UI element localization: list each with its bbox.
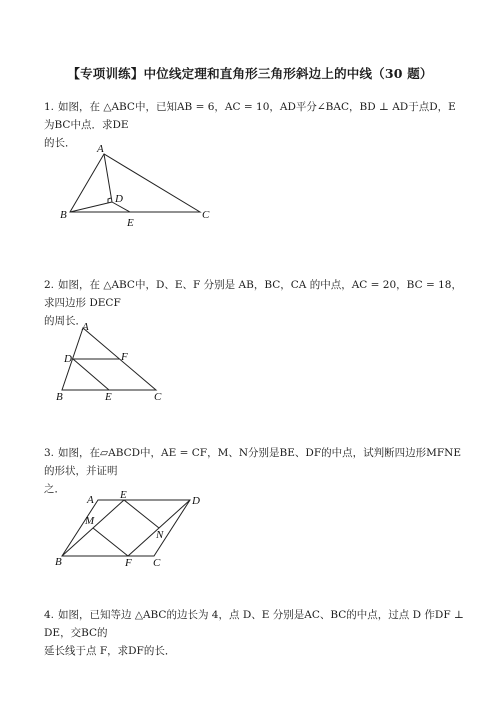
label-b: B [56,391,63,403]
label-b: B [55,556,62,568]
problem-4-text: 如图，已知等边 △ABC的边长为 4，点 D、E 分别是AC、BC的中点，过点 D 作DF ⊥ DE，交BC的 [44,609,464,639]
segment-mf [93,528,128,556]
label-f: F [121,351,128,363]
label-f: F [125,557,132,568]
label-d: D [115,193,123,205]
problem-3-text: 如图，在▱ABCD中，AE = CF，M、N分别是BE、DF的中点，试判断四边形MFNE的形状，并证明 [44,447,462,477]
problem-4 [44,606,464,660]
page-title: 【专项训练】中位线定理和直角形三角形斜边上的中线（30 题） [67,66,433,81]
problem-3-figure [55,488,215,568]
label-c: C [202,209,210,221]
label-e: E [127,217,134,229]
label-a: A [87,494,94,506]
problem-2-text: 如图，在 △ABC中，D、E、F 分别是 AB，BC，CA 的中点，AC = 20，BC = 18，求四边形 DECF [44,279,462,309]
label-b: B [60,209,67,221]
problem-1-line-1 [44,98,464,134]
problem-4-number: 4. [44,609,55,621]
label-m: M [85,515,95,527]
label-d: D [192,495,200,507]
problem-2-line-1 [44,276,464,312]
problem-1-line-2: 的长． [44,137,76,149]
triangle-abc [70,154,200,212]
problem-3-line-1 [44,444,464,480]
problem-3-line-2: 之． [44,483,65,495]
segment-en [124,500,159,528]
problem-4-line-1 [44,606,464,642]
label-d: D [64,353,72,365]
label-a: A [82,321,89,333]
problem-2-number: 2. [44,279,55,291]
label-n: N [156,529,164,541]
problem-3-number: 3. [44,447,55,459]
problem-1-text: 如图，在 △ABC中，已知AB = 6，AC = 10，AD平分∠BAC，BD ⊥ AD于点D，E为BC中点．求DE [44,101,456,131]
label-e: E [120,489,127,501]
parallelogram-abcd [62,500,190,556]
problem-2-figure [50,318,180,406]
segment-ad [104,154,112,202]
segment-bd [70,202,112,212]
problem-4-line-2: 延长线于点 F，求DF的长． [44,645,176,657]
label-e: E [105,391,112,403]
problem-2-line-2: 的周长． [44,315,86,327]
problem-1-figure [55,140,225,230]
label-c: C [153,557,161,568]
label-a: A [97,143,104,155]
label-c: C [154,391,162,403]
segment-de [73,359,109,390]
problem-1-number: 1. [44,101,55,113]
